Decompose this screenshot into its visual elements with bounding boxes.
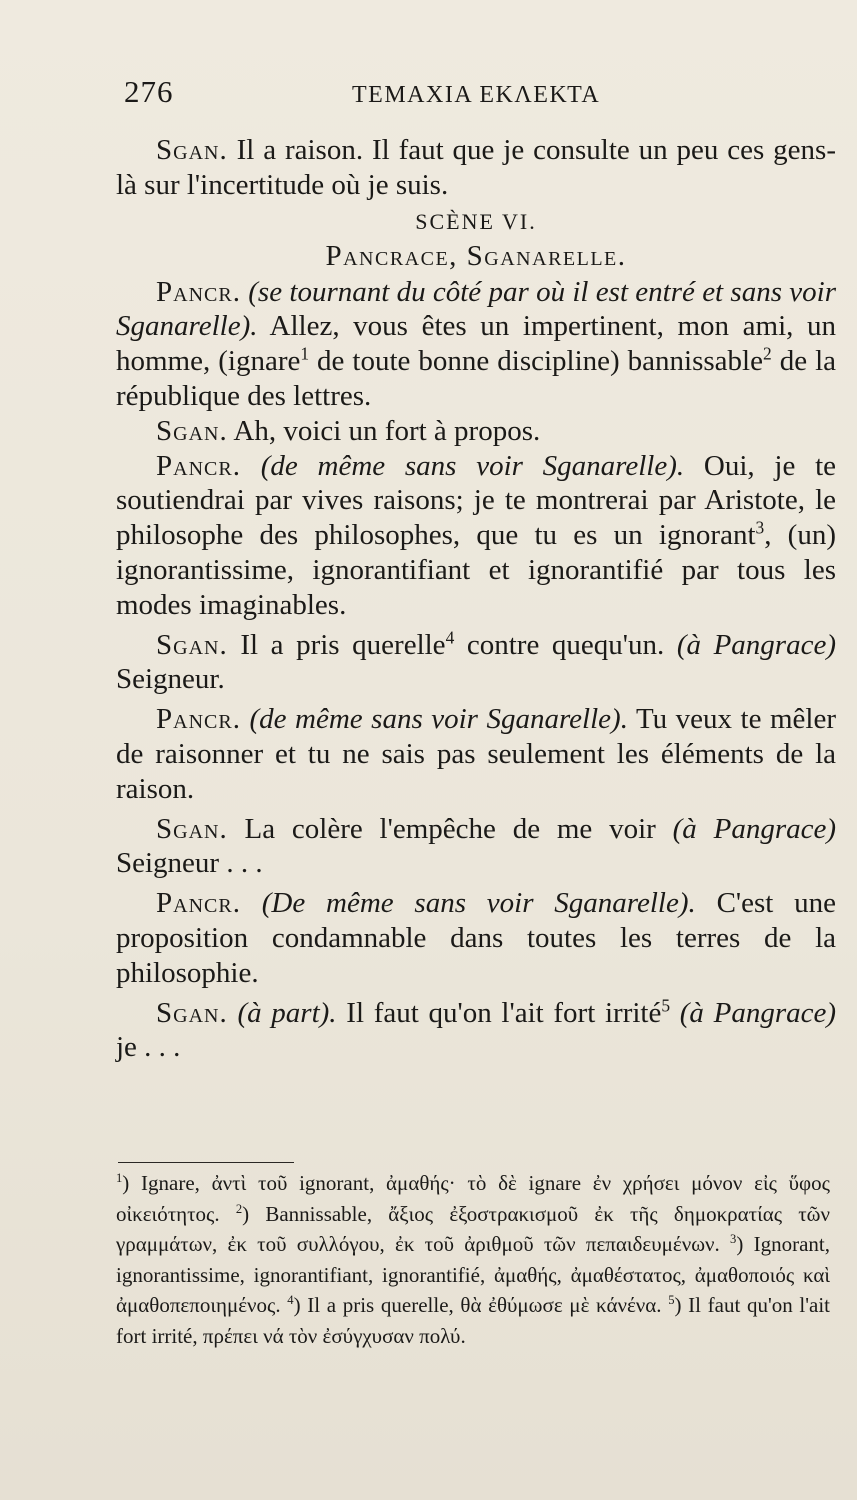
dialogue: , (un) ignorantissime, ignorantifiant et ignorantifié par tous les modes imaginables. [116, 519, 836, 621]
dialogue: Ah, voici un fort à propos. [233, 414, 541, 447]
stage-direction: (se tournant du côté par où il est entré et sans voir Sganarelle). [116, 275, 837, 343]
main-text [116, 133, 836, 1065]
running-head: ΤΕΜΑΧΙΑ ΕΚΛΕΚΤΑ [352, 82, 601, 108]
stage-direction: (à Pangrace) [679, 996, 837, 1029]
paragraph-4 [116, 449, 836, 623]
stage-direction: (à Pangrace) [676, 628, 836, 661]
dialogue: C'est une proposition condamnable dans toutes les terres de la philosophie. [116, 887, 837, 989]
stage-direction: (à part). [237, 996, 337, 1029]
dialogue: Seigneur . . . [116, 847, 263, 880]
speaker: Pancr. [156, 449, 241, 482]
footnote-4: $^4$) Il a pris querelle, θὰ ἐθύμωσε μὲ κάνένα. [287, 1293, 662, 1317]
speaker: Pancr. [156, 703, 241, 736]
paragraph-8 [116, 886, 836, 990]
dialogue: La colère l'empêche de me voir [244, 812, 656, 845]
dialogue: Il a pris querelle [240, 628, 446, 661]
footnote-1: $^1$) Ignare, ἀντὶ τοῦ ignorant, ἀμαθής· τὸ δὲ ignare ἐν χρήσει μόνον εἰς ὕφος οἰκειότητος. [116, 1171, 830, 1226]
page-header [0, 74, 857, 114]
dialogue: Oui, je te soutiendrai par vives raisons; je te montrerai par Aristote, le philosophe des philosophes, que tu es un ignorant [116, 449, 837, 552]
stage-direction: (De même sans voir Sganarelle). [261, 887, 696, 920]
paragraph-1 [116, 133, 836, 203]
paragraph-3 [116, 414, 836, 449]
dialogue: Il faut qu'on l'ait fort irrité [346, 996, 662, 1029]
footnote-mark: 3 [730, 1232, 737, 1246]
scene-title: SCÈNE VI. [415, 208, 537, 234]
speaker: Sgan. [156, 628, 228, 661]
stage-direction: (de même sans voir Sganarelle). [249, 703, 628, 736]
stage-direction: (de même sans voir Sganarelle). [260, 449, 685, 482]
dialogue: Tu veux te mêler de raisonner et tu ne sais pas seulement les éléments de la raison. [116, 703, 837, 805]
footnote-5: $^5$) Il faut qu'on l'ait fort irrité, πρέπει νά τὸν ἐσύγχυσαν πολύ. [116, 1293, 830, 1348]
footnote-2: $^2$) Bannissable, ἄξιος ἐξοστρακισμοῦ ἐκ τῆς δημοκρατίας τῶν γραμμάτων, ἐκ τοῦ συλλόγου, ἐκ τοῦ ἀριθμοῦ τῶν πεπαιδευμένων. [116, 1201, 831, 1256]
characters: Pancrace, Sganarelle. [325, 239, 627, 272]
dialogue: contre quequ'un. [454, 628, 665, 661]
speaker: Sgan. [156, 812, 228, 845]
footnote-ref[interactable]: 2 [763, 343, 772, 364]
speaker: Sgan. [156, 414, 228, 447]
speaker: Sgan. [156, 134, 228, 166]
footnote-divider [118, 1162, 294, 1163]
footnote-ref[interactable]: 3 [755, 517, 765, 538]
footnote-mark: 5 [668, 1293, 675, 1307]
dialogue: Allez, vous êtes un impertinent, mon ami, un homme, (ignare [116, 310, 837, 378]
dialogue: de toute bonne discipline) bannissable [309, 345, 763, 378]
footnote-mark: 2 [235, 1201, 243, 1216]
dialogue: je . . . [116, 1031, 181, 1064]
paragraph-2 [116, 275, 836, 414]
stage-direction: (à Pangrace) [672, 812, 837, 845]
paragraph-7 [116, 812, 836, 882]
footnote-mark: 1 [116, 1171, 123, 1185]
speaker: Sgan. [156, 996, 228, 1029]
speaker: Pancr. [156, 887, 241, 920]
page-number: 276 [124, 74, 174, 109]
footnote-ref[interactable]: 1 [300, 343, 310, 364]
paragraph-6 [116, 702, 836, 806]
paragraph-9 [116, 996, 836, 1066]
footnotes [116, 1168, 830, 1351]
footnote-ref[interactable]: 4 [445, 626, 455, 647]
dialogue: Il a raison. Il faut que je consulte un peu ces gens-là sur l'incertitude où je suis. [116, 134, 837, 201]
footnote-3: $^3$) Ignorant, ignorantissime, ignorantifiant, ignorantifié, ἀμαθής, ἀμαθέστατος, ἀμαθοποιός καὶ ἀμαθοπεποιημένος. [116, 1232, 830, 1317]
speaker: Pancr. [156, 275, 241, 308]
paragraph-5 [116, 628, 836, 698]
dialogue: Seigneur. [116, 663, 225, 696]
dialogue: de la république des lettres. [116, 345, 836, 412]
footnote-mark: 4 [287, 1293, 294, 1307]
footnote-ref[interactable]: 5 [661, 994, 671, 1015]
